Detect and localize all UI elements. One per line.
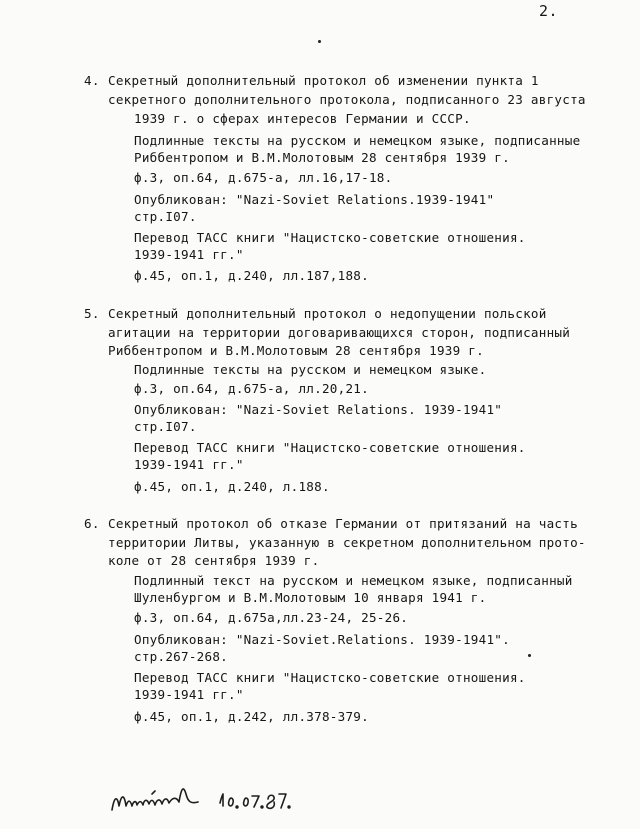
archive-reference: ф.3, оп.64, д.675а,лл.23-24, 25-26. bbox=[134, 610, 409, 625]
original-texts-line: Подлинные тексты на русском и немецком языке. bbox=[134, 362, 487, 377]
entry-title-line: территории Литвы, указанную в секретном дополнительном прото- bbox=[108, 535, 586, 550]
entry-number: 4. bbox=[84, 73, 100, 88]
translation-line: 1939-1941 гг." bbox=[134, 457, 244, 472]
paper-speck bbox=[528, 654, 531, 657]
publication-line: Опубликован: "Nazi-Soviet Relations. 1939-1941" bbox=[134, 402, 503, 417]
entry-title-line: Риббентропом и В.М.Молотовым 28 сентября 1939 г. bbox=[108, 343, 484, 358]
publication-line: Опубликован: "Nazi-Soviet Relations.1939-1941" bbox=[134, 192, 495, 207]
publication-line: стр.267-268. bbox=[134, 649, 228, 664]
translation-line: Перевод ТАСС книги "Нацистско-советские отношения. bbox=[134, 670, 526, 685]
archive-reference: ф.45, оп.1, д.240, л.188. bbox=[134, 479, 330, 494]
publication-line: Опубликован: "Nazi-Soviet.Relations. 1939-1941". bbox=[134, 632, 510, 647]
entry-title-line: Секретный протокол об отказе Германии от притязаний на часть bbox=[108, 516, 578, 531]
archive-reference: ф.3, оп.64, д.675-а, лл.20,21. bbox=[134, 381, 369, 396]
paper-speck bbox=[318, 40, 321, 43]
entry-title-line: 1939 г. о сферах интересов Германии и СССР. bbox=[134, 111, 471, 126]
entry-number: 5. bbox=[84, 306, 100, 321]
entry-number: 6. bbox=[84, 516, 100, 531]
entry-title-line: коле от 28 сентября 1939 г. bbox=[108, 553, 320, 568]
translation-line: Перевод ТАСС книги "Нацистско-советские отношения. bbox=[134, 230, 526, 245]
publication-line: стр.I07. bbox=[134, 419, 197, 434]
translation-line: 1939-1941 гг." bbox=[134, 687, 244, 702]
entry-title-line: агитации на территории договаривающихся сторон, подписанный bbox=[108, 325, 571, 340]
page-number: 2. bbox=[539, 2, 559, 20]
original-texts-line: Подлинный текст на русском и немецком языке, подписанный bbox=[134, 573, 573, 588]
signature-scribble bbox=[106, 772, 306, 822]
publication-line: стр.I07. bbox=[134, 209, 197, 224]
original-texts-line: Шуленбургом и В.М.Молотовым 10 января 1941 г. bbox=[134, 590, 487, 605]
translation-line: Перевод ТАСС книги "Нацистско-советские отношения. bbox=[134, 440, 526, 455]
archive-reference: ф.45, оп.1, д.242, лл.378-379. bbox=[134, 709, 369, 724]
entry-title-line: Секретный дополнительный протокол об изменении пункта 1 bbox=[108, 73, 539, 88]
entry-title-line: секретного дополнительного протокола, подписанного 23 августа bbox=[108, 92, 586, 107]
entry-title-line: Секретный дополнительный протокол о недопущении польской bbox=[108, 306, 547, 321]
original-texts-line: Риббентропом и В.М.Молотовым 28 сентября 1939 г. bbox=[134, 150, 510, 165]
handwritten-signature bbox=[106, 772, 306, 822]
translation-line: 1939-1941 гг." bbox=[134, 247, 244, 262]
archive-reference: ф.45, оп.1, д.240, лл.187,188. bbox=[134, 268, 369, 283]
original-texts-line: Подлинные тексты на русском и немецком языке, подписанные bbox=[134, 133, 581, 148]
archive-reference: ф.3, оп.64, д.675-а, лл.16,17-18. bbox=[134, 170, 393, 185]
